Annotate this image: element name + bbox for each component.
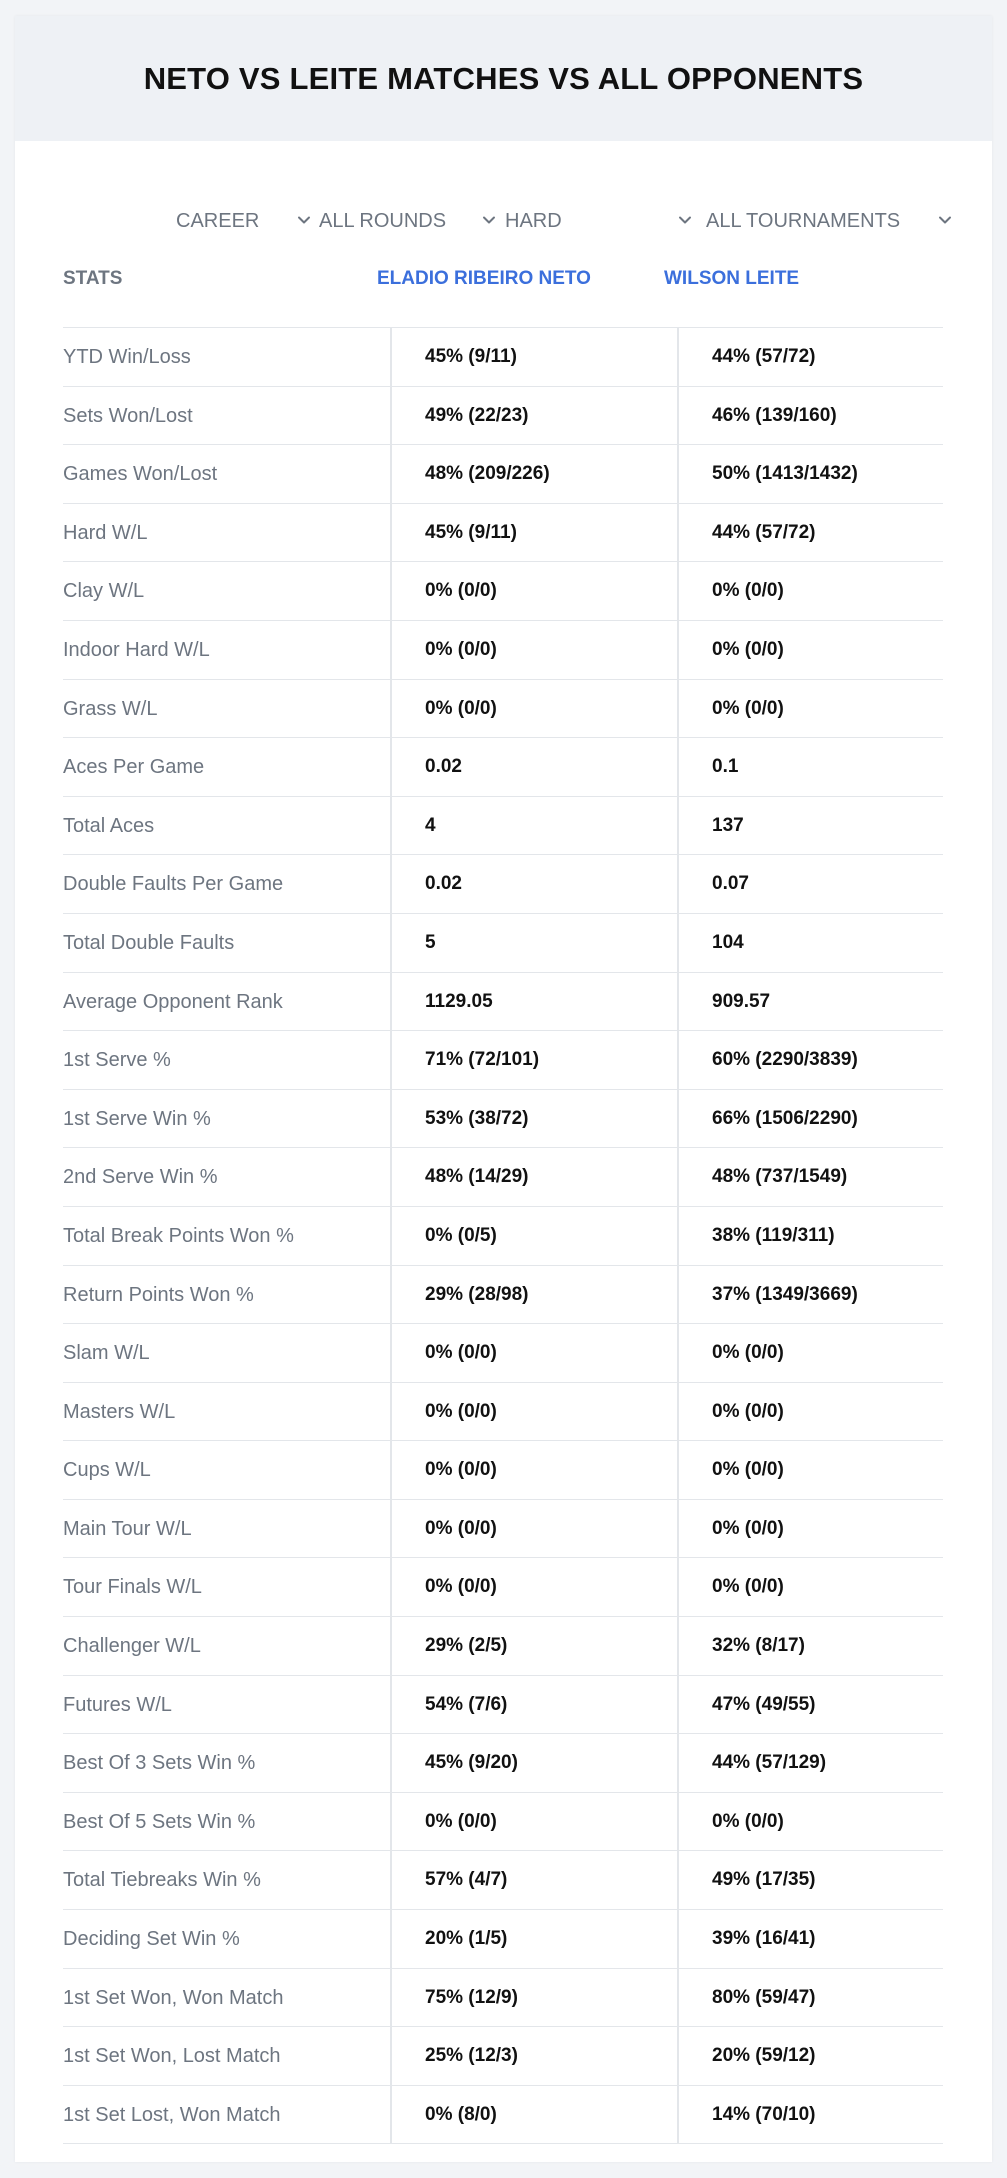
table-row bbox=[63, 1910, 943, 1969]
stat-label: Clay W/L bbox=[63, 580, 145, 603]
surface-dropdown[interactable] bbox=[505, 188, 705, 254]
table-row bbox=[63, 1969, 943, 2028]
chevron-down-icon bbox=[935, 210, 955, 230]
player2-value: 0.1 bbox=[712, 756, 739, 778]
stat-label: Cups W/L bbox=[63, 1459, 151, 1482]
stat-label: Masters W/L bbox=[63, 1400, 176, 1423]
player1-value: 0% (0/0) bbox=[425, 1576, 497, 1598]
table-row bbox=[63, 387, 943, 446]
table-row bbox=[63, 2086, 943, 2145]
player2-value: 20% (59/12) bbox=[712, 2045, 816, 2067]
player2-value: 60% (2290/3839) bbox=[712, 1049, 858, 1071]
player2-value: 39% (16/41) bbox=[712, 1928, 816, 1950]
player1-value: 25% (12/3) bbox=[425, 2045, 518, 2067]
stat-label: Total Double Faults bbox=[63, 931, 235, 954]
round-dropdown[interactable] bbox=[319, 188, 499, 254]
player1-value: 71% (72/101) bbox=[425, 1049, 540, 1071]
player2-value: 80% (59/47) bbox=[712, 1986, 816, 2008]
stat-label: Indoor Hard W/L bbox=[63, 638, 210, 661]
table-row bbox=[63, 445, 943, 504]
player1-value: 0.02 bbox=[425, 873, 462, 895]
table-row bbox=[63, 797, 943, 856]
column-divider bbox=[677, 328, 679, 2144]
stat-label: Double Faults Per Game bbox=[63, 873, 284, 896]
table-row bbox=[63, 738, 943, 797]
player1-value: 0% (0/0) bbox=[425, 580, 497, 602]
player1-value: 0.02 bbox=[425, 756, 462, 778]
player1-value: 49% (22/23) bbox=[425, 404, 529, 426]
chevron-down-icon bbox=[479, 210, 499, 230]
table-row bbox=[63, 1617, 943, 1676]
player2-value: 44% (57/72) bbox=[712, 521, 816, 543]
stat-label: Hard W/L bbox=[63, 521, 148, 544]
stat-label: 2nd Serve Win % bbox=[63, 1166, 218, 1189]
surface-dropdown-value: HARD bbox=[505, 209, 562, 232]
period-dropdown-value: CAREER bbox=[176, 209, 260, 232]
stat-label: Grass W/L bbox=[63, 697, 158, 720]
stat-label: Best Of 3 Sets Win % bbox=[63, 1752, 256, 1775]
table-row bbox=[63, 1207, 943, 1266]
player2-value: 48% (737/1549) bbox=[712, 1166, 848, 1188]
round-dropdown-value: ALL ROUNDS bbox=[319, 209, 447, 232]
table-row bbox=[63, 1148, 943, 1207]
player1-value: 45% (9/20) bbox=[425, 1752, 518, 1774]
table-row bbox=[63, 504, 943, 563]
player1-value: 0% (0/0) bbox=[425, 1517, 497, 1539]
table-row bbox=[63, 973, 943, 1032]
stat-label: 1st Set Lost, Won Match bbox=[63, 2103, 281, 2126]
player2-value: 0% (0/0) bbox=[712, 1342, 784, 1364]
player2-value: 0% (0/0) bbox=[712, 1400, 784, 1422]
table-row bbox=[63, 328, 943, 387]
player2-value: 47% (49/55) bbox=[712, 1693, 816, 1715]
player2-value: 0% (0/0) bbox=[712, 1459, 784, 1481]
player2-value: 0% (0/0) bbox=[712, 1517, 784, 1539]
stat-label: Total Break Points Won % bbox=[63, 1224, 294, 1247]
player1-value: 0% (8/0) bbox=[425, 2103, 497, 2125]
table-row bbox=[63, 2027, 943, 2086]
page-title: NETO VS LEITE MATCHES VS ALL OPPONENTS bbox=[143, 60, 864, 96]
player2-value: 909.57 bbox=[712, 990, 771, 1012]
player1-value: 0% (0/0) bbox=[425, 1342, 497, 1364]
table-row bbox=[63, 1031, 943, 1090]
chevron-down-icon bbox=[294, 210, 314, 230]
player1-value: 45% (9/11) bbox=[425, 346, 517, 367]
player2-value: 0% (0/0) bbox=[712, 1810, 784, 1832]
player2-value: 49% (17/35) bbox=[712, 1869, 816, 1891]
table-row bbox=[63, 855, 943, 914]
player2-value: 50% (1413/1432) bbox=[712, 463, 858, 485]
table-row bbox=[63, 914, 943, 973]
player1-value: 0% (0/0) bbox=[425, 1400, 497, 1422]
player1-value: 0% (0/0) bbox=[425, 1810, 497, 1832]
table-row bbox=[63, 1793, 943, 1852]
column-divider bbox=[390, 328, 392, 2144]
stat-label: Aces Per Game bbox=[63, 756, 205, 779]
player2-value: 0.07 bbox=[712, 873, 749, 895]
player2-value: 66% (1506/2290) bbox=[712, 1107, 858, 1129]
player2-value: 46% (139/160) bbox=[712, 404, 837, 426]
stats-table bbox=[63, 254, 943, 2144]
player1-value: 0% (0/0) bbox=[425, 697, 497, 719]
player2-link[interactable]: WILSON LEITE bbox=[664, 268, 800, 289]
stat-label: 1st Serve % bbox=[63, 1049, 171, 1072]
stat-label: Games Won/Lost bbox=[63, 463, 218, 486]
table-row bbox=[63, 562, 943, 621]
stat-label: Total Aces bbox=[63, 814, 155, 837]
stat-label: 1st Set Won, Won Match bbox=[63, 1986, 284, 2009]
player1-value: 5 bbox=[425, 931, 436, 953]
player1-value: 0% (0/5) bbox=[425, 1224, 497, 1246]
stat-label: YTD Win/Loss bbox=[63, 346, 191, 368]
player1-value: 48% (209/226) bbox=[425, 463, 550, 485]
player2-value: 0% (0/0) bbox=[712, 580, 784, 602]
player2-value: 44% (57/72) bbox=[712, 346, 816, 367]
player2-value: 14% (70/10) bbox=[712, 2103, 816, 2125]
stat-label: Sets Won/Lost bbox=[63, 404, 193, 427]
player2-value: 32% (8/17) bbox=[712, 1635, 805, 1657]
stat-label: Best Of 5 Sets Win % bbox=[63, 1810, 256, 1833]
player2-value: 0% (0/0) bbox=[712, 1576, 784, 1598]
table-row bbox=[63, 1324, 943, 1383]
table-row bbox=[63, 621, 943, 680]
page-header bbox=[15, 16, 992, 141]
stat-label: Futures W/L bbox=[63, 1693, 172, 1716]
player1-value: 75% (12/9) bbox=[425, 1986, 518, 2008]
table-row bbox=[63, 1500, 943, 1559]
stats-column-header: STATS bbox=[63, 268, 123, 289]
stats-card bbox=[15, 16, 992, 2162]
player1-value: 0% (0/0) bbox=[425, 638, 497, 660]
stat-label: Main Tour W/L bbox=[63, 1517, 192, 1540]
tournament-dropdown-value: ALL TOURNAMENTS bbox=[706, 209, 901, 232]
stat-label: Total Tiebreaks Win % bbox=[63, 1869, 261, 1892]
table-row bbox=[63, 1676, 943, 1735]
table-row bbox=[63, 1558, 943, 1617]
player1-value: 45% (9/11) bbox=[425, 521, 517, 543]
player1-value: 48% (14/29) bbox=[425, 1166, 529, 1188]
chevron-down-icon bbox=[675, 210, 695, 230]
stat-label: 1st Serve Win % bbox=[63, 1107, 211, 1130]
stat-label: Average Opponent Rank bbox=[63, 990, 283, 1013]
player2-value: 0% (0/0) bbox=[712, 638, 784, 660]
player1-value: 29% (28/98) bbox=[425, 1283, 529, 1305]
table-row bbox=[63, 1383, 943, 1442]
table-body bbox=[63, 328, 943, 2144]
table-row bbox=[63, 1441, 943, 1500]
table-row bbox=[63, 1851, 943, 1910]
player2-value: 38% (119/311) bbox=[712, 1224, 835, 1246]
stat-label: Slam W/L bbox=[63, 1342, 150, 1365]
table-row bbox=[63, 680, 943, 739]
player1-value: 4 bbox=[425, 814, 436, 836]
player1-value: 1129.05 bbox=[425, 990, 493, 1012]
player1-value: 57% (4/7) bbox=[425, 1869, 508, 1891]
filter-bar bbox=[15, 188, 992, 254]
stat-label: Deciding Set Win % bbox=[63, 1928, 240, 1951]
player1-value: 20% (1/5) bbox=[425, 1928, 508, 1950]
stat-label: Return Points Won % bbox=[63, 1283, 254, 1306]
stat-label: Challenger W/L bbox=[63, 1635, 201, 1658]
player2-value: 0% (0/0) bbox=[712, 697, 784, 719]
table-row bbox=[63, 1090, 943, 1149]
player1-value: 53% (38/72) bbox=[425, 1107, 529, 1129]
table-row bbox=[63, 1266, 943, 1325]
player1-link[interactable]: ELADIO RIBEIRO NETO bbox=[377, 268, 591, 289]
player1-value: 54% (7/6) bbox=[425, 1693, 508, 1715]
stat-label: 1st Set Won, Lost Match bbox=[63, 2045, 281, 2068]
tournament-dropdown[interactable] bbox=[706, 188, 966, 254]
table-row bbox=[63, 1734, 943, 1793]
player2-value: 37% (1349/3669) bbox=[712, 1283, 858, 1305]
stat-label: Tour Finals W/L bbox=[63, 1576, 202, 1599]
player2-value: 137 bbox=[712, 814, 744, 836]
period-dropdown[interactable] bbox=[176, 188, 322, 254]
table-header bbox=[63, 254, 943, 328]
player1-value: 0% (0/0) bbox=[425, 1459, 497, 1481]
player1-value: 29% (2/5) bbox=[425, 1635, 508, 1657]
player2-value: 44% (57/129) bbox=[712, 1752, 827, 1774]
player2-value: 104 bbox=[712, 931, 744, 953]
